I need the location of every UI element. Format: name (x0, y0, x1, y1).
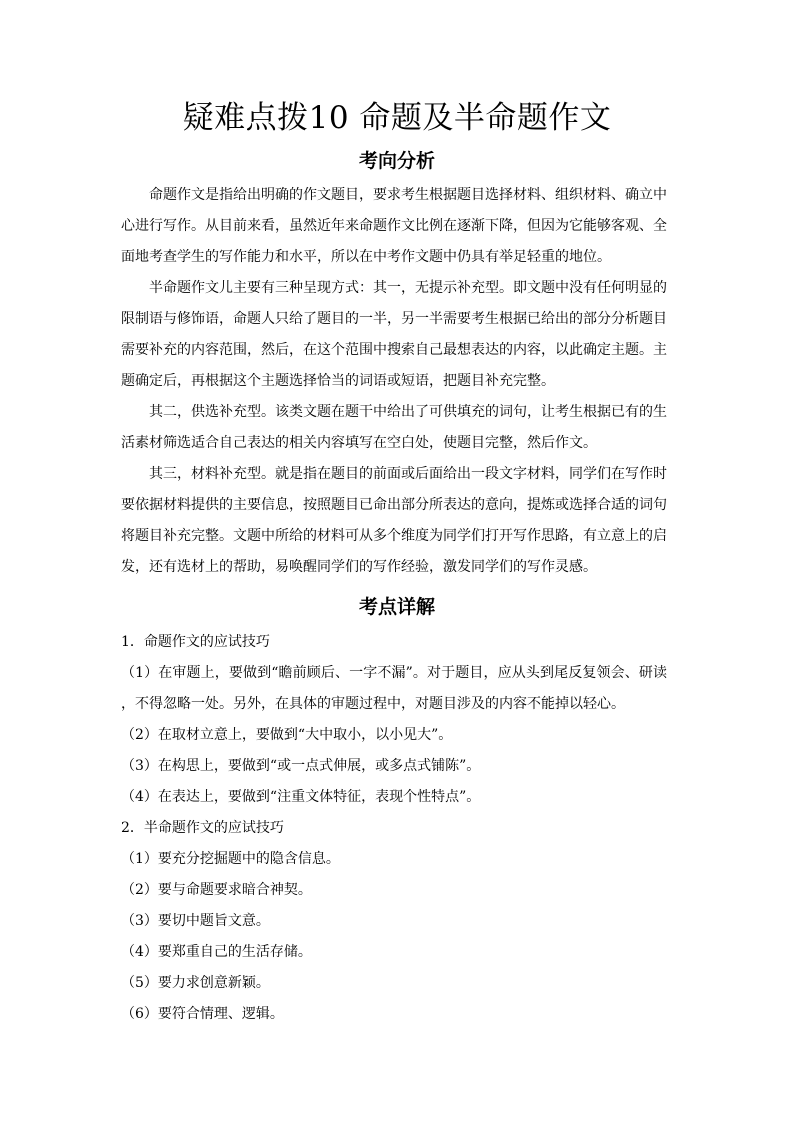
list-heading: 1．命题作文的应试技巧 (121, 634, 270, 650)
list-item: （5）要力求创意新颖。 (121, 975, 270, 991)
section-heading-details: 考点详解 (358, 596, 435, 618)
document-title: 疑难点拨10 命题及半命题作文 (182, 100, 612, 136)
paragraph: 其二，供选补充型。该类文题在题干中给出了可供填充的词句，让考生根据已有的生活素材筛选适合自己表达的相关内容填写在空白处，使题目完整，然后作文。 (121, 404, 667, 451)
list-item: （1）要充分挖掘题中的隐含信息。 (121, 851, 340, 867)
section-heading-analysis: 考向分析 (358, 150, 435, 172)
paragraph: 半命题作文儿主要有三种呈现方式：其一，无提示补充型。即文题中没有任何明显的限制语与修饰语，命题人只给了题目的一半，另一半需要考生根据已给出的部分分析题目需要补充的内容范围，然后，在这个范围中搜索自己最想表达的内容，以此确定主题。主题确定后，再根据这个主题选择恰当的词语或短语，把题目补充完整。 (121, 280, 667, 389)
list-item: （6）要符合情理、逻辑。 (121, 1006, 284, 1022)
list-item: （2）要与命题要求暗合神契。 (121, 882, 312, 898)
list-item: （2）在取材立意上，要做到“大中取小，以小见大”。 (121, 727, 453, 743)
details-body (121, 627, 667, 1030)
paragraph: 命题作文是指给出明确的作文题目，要求考生根据题目选择材料、组织材料、确立中心进行写作。从目前来看，虽然近年来命题作文比例在逐渐下降，但因为它能够客观、全面地考查学生的写作能力和水平，所以在中考作文题中仍具有举足轻重的地位。 (121, 187, 667, 265)
paragraph: 其三，材料补充型。就是指在题目的前面或后面给出一段文字材料，同学们在写作时要依据材料提供的主要信息，按照题目已命出部分所表达的意向，提炼或选择合适的词句将题目补充完整。文题中所给的材料可从多个维度为同学们打开写作思路，有立意上的启发，还有选材上的帮助，易唤醒同学们的写作经验，激发同学们的写作灵感。 (121, 466, 667, 575)
list-item: （3）在构思上，要做到“或一点式伸展，或多点式铺陈”。 (121, 758, 481, 774)
list-item: （1）在审题上，要做到“瞻前顾后、一字不漏”。对于题目，应从头到尾反复领会、研读 ，不得忽略一处。另外，在具体的审题过程中，对题目涉及的内容不能掉以轻心。 (121, 665, 667, 712)
list-item: （4）在表达上，要做到“注重文体特征，表现个性特点”。 (121, 789, 481, 805)
list-item: （4）要郑重自己的生活存储。 (121, 944, 312, 960)
list-heading: 2．半命题作文的应试技巧 (121, 820, 284, 836)
analysis-body (121, 180, 667, 583)
list-item: （3）要切中题旨文意。 (121, 913, 270, 929)
